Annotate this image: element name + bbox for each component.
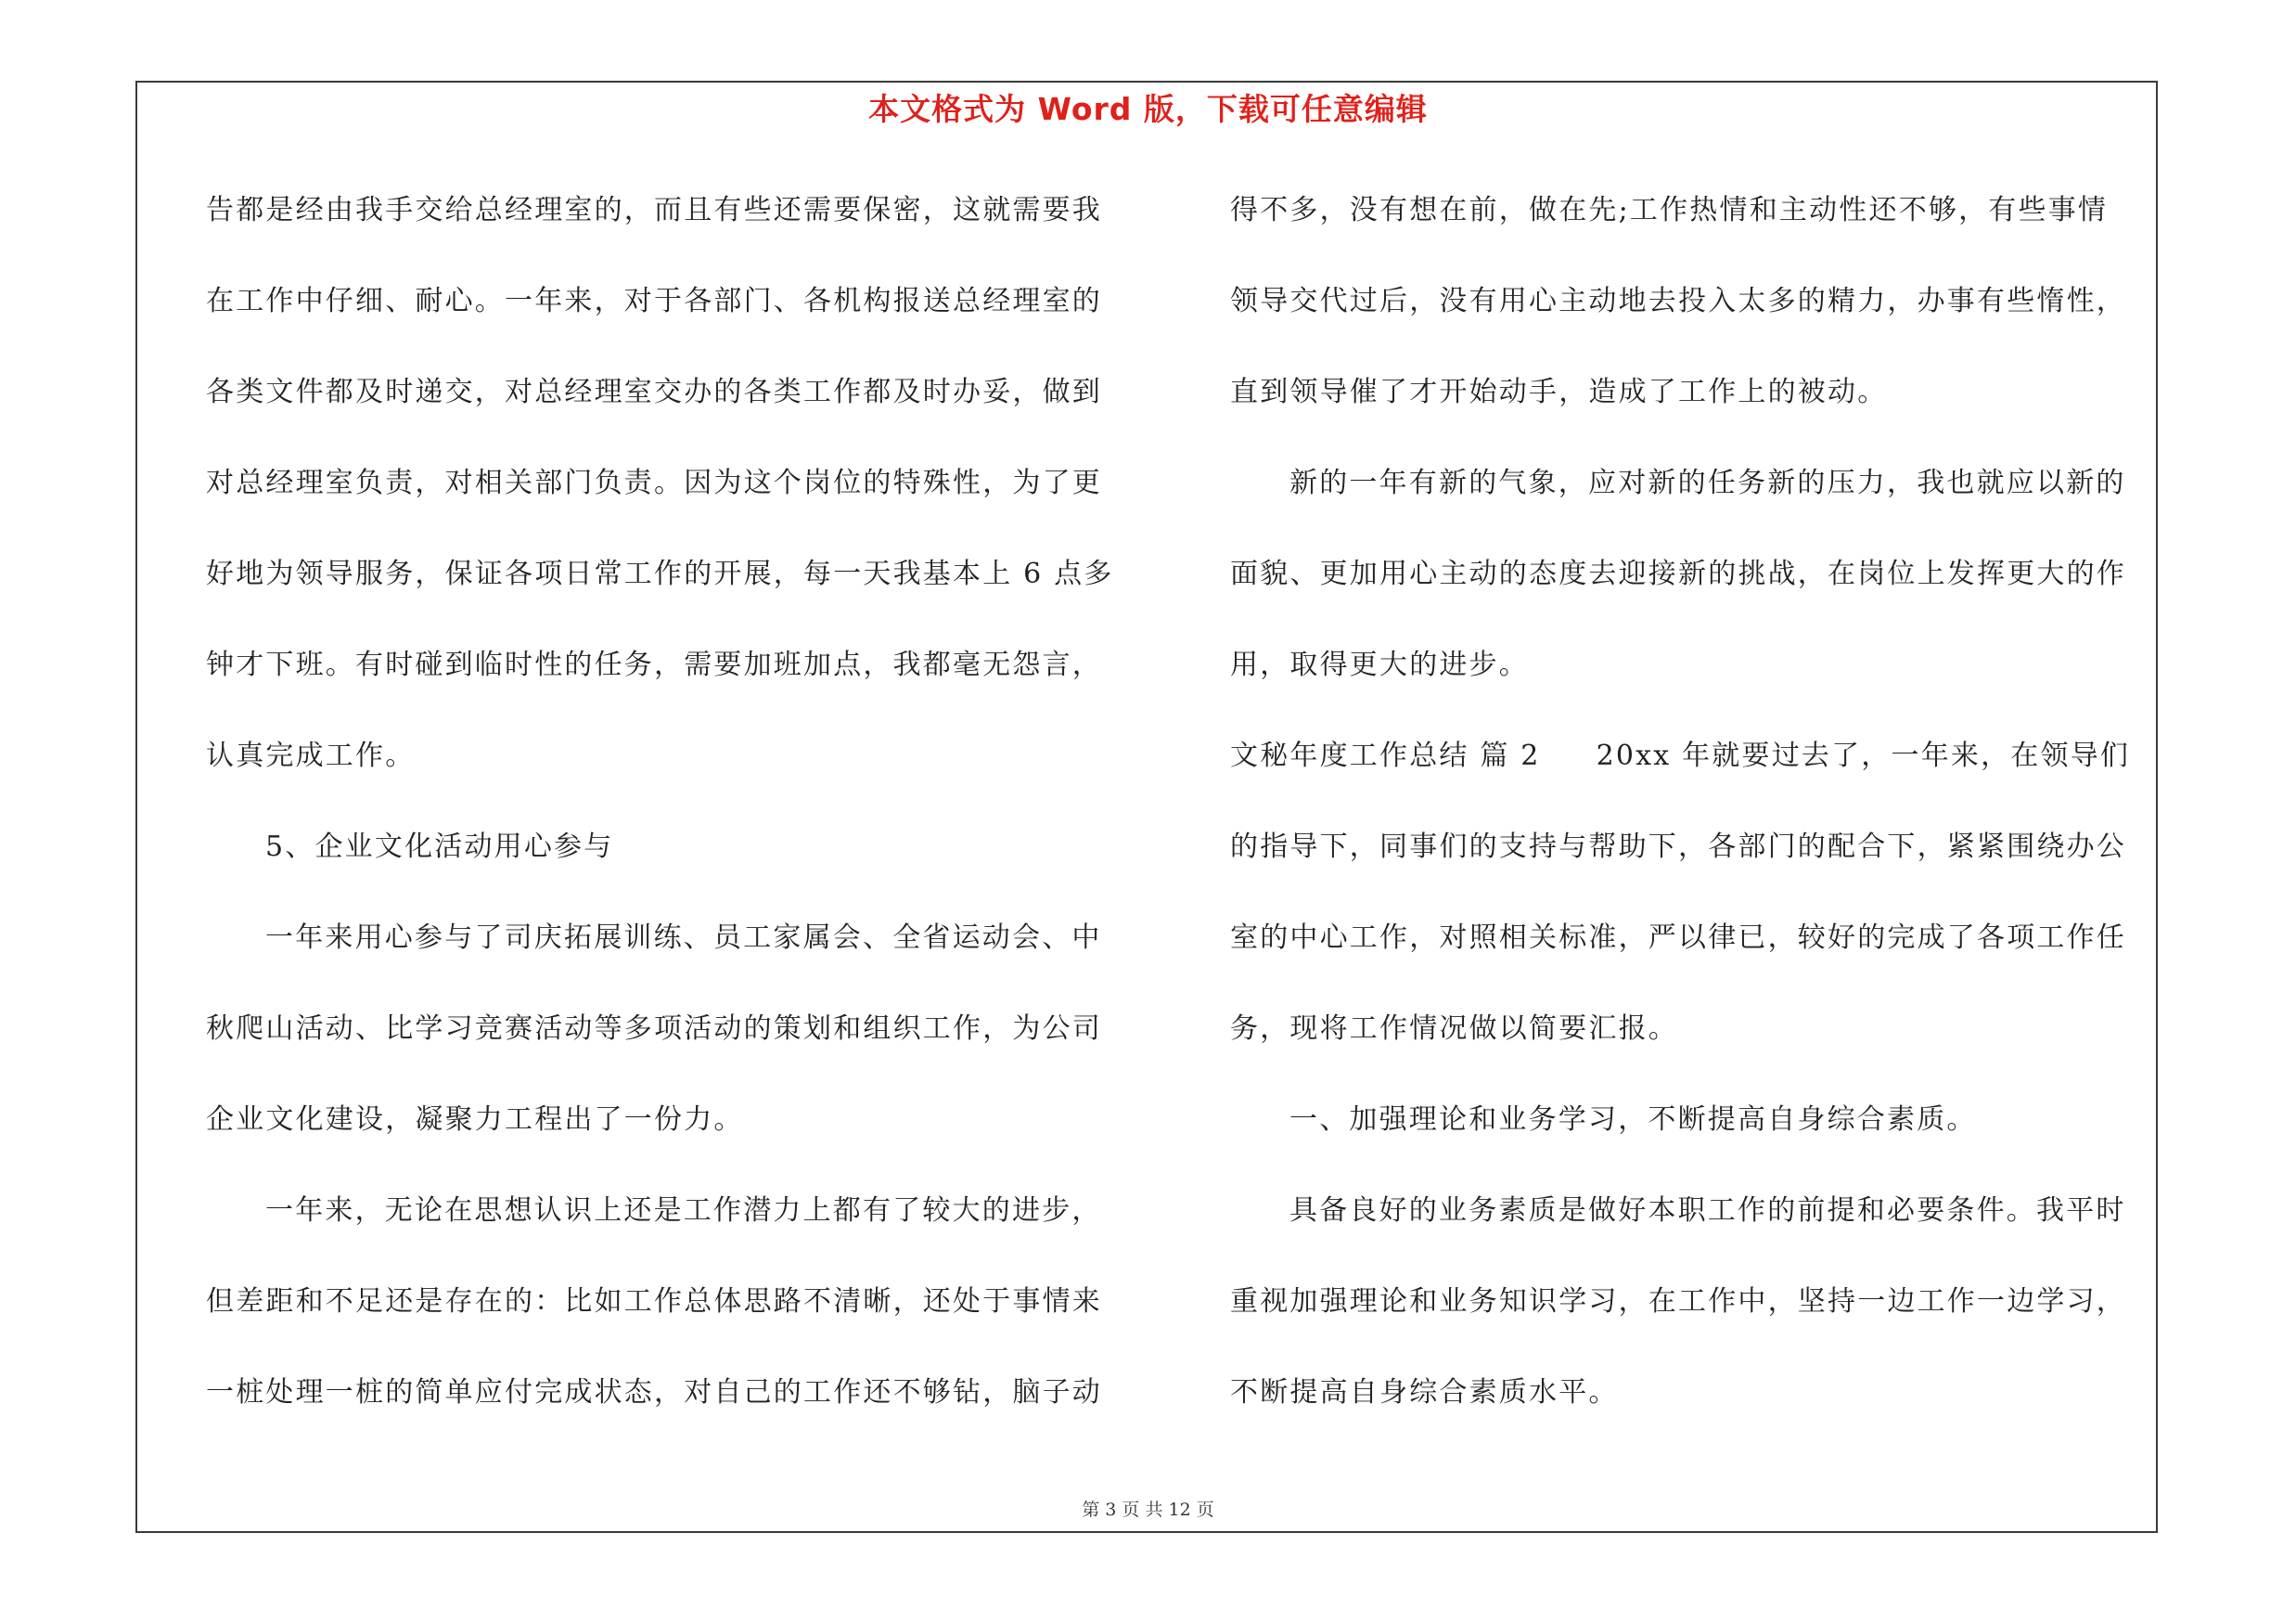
text-line [1230,1183,2158,1274]
line-text: 一桩处理一桩的简单应付完成状态，对自己的工作还不够钻，脑子动 [206,1376,1102,1409]
text-line [1230,183,2158,274]
text-line [206,728,1134,819]
text-line [1230,274,2158,365]
line-text: 一、加强理论和业务学习，不断提高自身综合素质。 [1289,1103,1977,1136]
left-text-column [206,183,1134,1456]
text-line [206,365,1134,456]
line-text: 钟才下班。有时碰到临时性的任务，需要加班加点，我都毫无怨言， [206,649,1102,681]
page-number-footer: 第 3 页 共 12 页 [1082,1500,1214,1520]
line-text: 认真完成工作。 [206,740,416,772]
line-text: 各类文件都及时递交，对总经理室交办的各类工作都及时办妥，做到 [206,376,1102,408]
text-line [206,547,1134,638]
text-line [1230,910,2158,1001]
text-line [1230,365,2158,456]
text-line [206,274,1134,365]
text-line [1230,1092,2158,1183]
line-text: 5、企业文化活动用心参与 [265,831,614,863]
line-text: 好地为领导服务，保证各项日常工作的开展，每一天我基本上 6 点多 [206,558,1114,590]
text-line [206,183,1134,274]
text-line [1230,547,2158,638]
line-text: 20xx 年就要过去了，一年来，在领导们 [1596,740,2131,772]
text-line [206,1183,1134,1274]
line-text: 对总经理室负责，对相关部门负责。因为这个岗位的特殊性，为了更 [206,467,1102,499]
line-text: 新的一年有新的气象，应对新的任务新的压力，我也就应以新的 [1289,467,2126,499]
text-line [206,1092,1134,1183]
line-text: 室的中心工作，对照相关标准，严以律已，较好的完成了各项工作任 [1230,921,2126,954]
text-line [1230,1001,2158,1092]
text-line [206,1001,1134,1092]
line-text: 不断提高自身综合素质水平。 [1230,1376,1619,1409]
line-text: 重视加强理论和业务知识学习，在工作中，坚持一边工作一边学习， [1230,1285,2126,1318]
line-text: 的指导下，同事们的支持与帮助下，各部门的配合下，紧紧围绕办公 [1230,831,2126,863]
line-text: 面貌、更加用心主动的态度去迎接新的挑战，在岗位上发挥更大的作 [1230,558,2126,590]
line-text: 企业文化建设，凝聚力工程出了一份力。 [206,1103,744,1136]
line-text: 务，现将工作情况做以简要汇报。 [1230,1012,1678,1045]
text-line [1230,456,2158,547]
text-line [1230,819,2158,910]
line-text: 领导交代过后，没有用心主动地去投入太多的精力，办事有些惰性， [1230,285,2126,317]
line-text: 秋爬山活动、比学习竞赛活动等多项活动的策划和组织工作，为公司 [206,1012,1102,1045]
line-text: 用，取得更大的进步。 [1230,649,1529,681]
line-text: 在工作中仔细、耐心。一年来，对于各部门、各机构报送总经理室的 [206,285,1102,317]
line-text: 具备良好的业务素质是做好本职工作的前提和必要条件。我平时 [1289,1194,2126,1227]
text-line [1230,728,2158,819]
text-line [206,638,1134,728]
text-line [206,1274,1134,1365]
text-line [206,1365,1134,1456]
text-line [206,456,1134,547]
line-text: 得不多，没有想在前，做在先;工作热情和主动性还不够，有些事情 [1230,194,2109,226]
line-text: 告都是经由我手交给总经理室的，而且有些还需要保密，这就需要我 [206,194,1102,226]
text-line [206,819,1134,910]
line-text: 直到领导催了才开始动手，造成了工作上的被动。 [1230,376,1888,408]
text-line [1230,1365,2158,1456]
text-line [1230,638,2158,728]
format-banner: 本文格式为 Word 版，下载可任意编辑 [868,91,1428,127]
right-text-column [1230,183,2158,1456]
line-text: 一年来用心参与了司庆拓展训练、员工家属会、全省运动会、中 [265,921,1102,954]
line-text: 一年来，无论在思想认识上还是工作潜力上都有了较大的进步， [265,1194,1102,1227]
line-text: 但差距和不足还是存在的：比如工作总体思路不清晰，还处于事情来 [206,1285,1102,1318]
text-line [206,910,1134,1001]
text-line [1230,1274,2158,1365]
section-heading: 文秘年度工作总结 篇 2 [1230,740,1541,772]
